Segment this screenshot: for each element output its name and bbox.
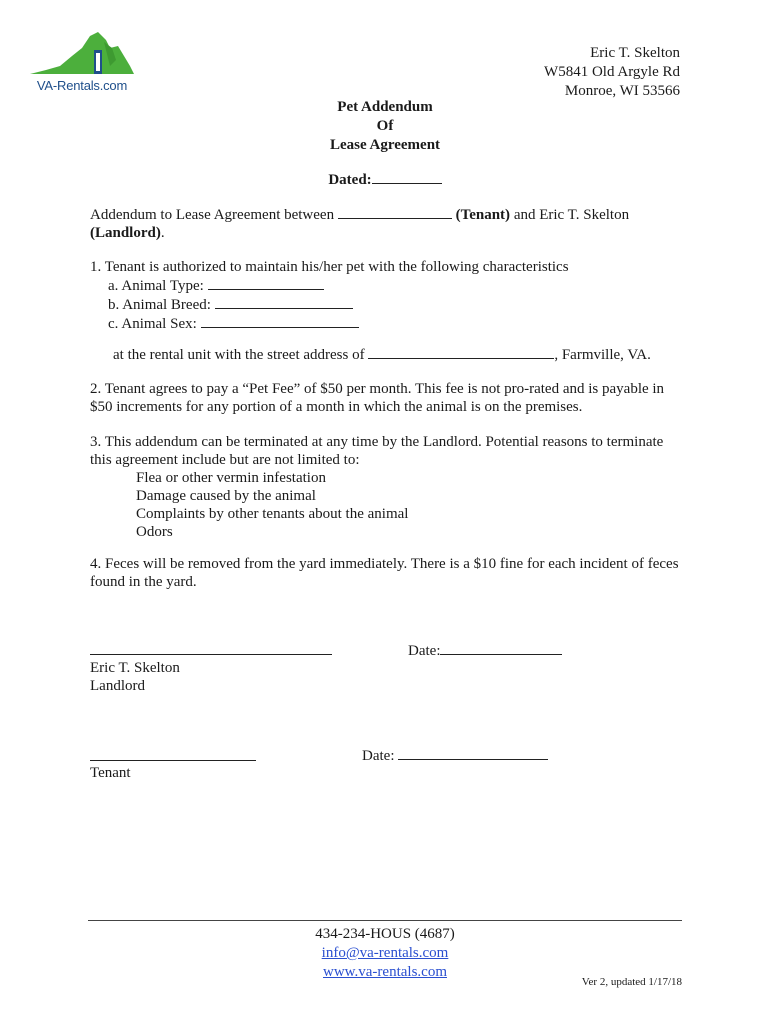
animal-sex-label: Animal Sex: xyxy=(121,316,197,332)
tenant-date-blank[interactable] xyxy=(398,746,548,760)
tenant-label: (Tenant) xyxy=(455,207,511,223)
address-city: , Farmville, VA. xyxy=(554,347,651,363)
intro-text-end: . xyxy=(160,225,165,241)
landlord-signature-line[interactable] xyxy=(90,654,332,655)
address-text: at the rental unit with the street address of xyxy=(113,347,369,363)
email-link[interactable]: info@va-rentals.com xyxy=(321,945,449,961)
tenant-date xyxy=(362,746,582,765)
address-line: Eric T. Skelton xyxy=(590,45,680,61)
list-letter: b. xyxy=(108,297,120,313)
title-line: Pet Addendum xyxy=(337,99,433,115)
reason-item: Flea or other vermin infestation xyxy=(136,470,326,486)
footer-divider xyxy=(88,920,682,921)
reasons-list xyxy=(90,469,680,541)
rental-address-line xyxy=(113,345,683,364)
reason-item: Complaints by other tenants about the animal xyxy=(136,506,409,522)
phone-number: 434-234-HOUS (4687) xyxy=(315,926,455,942)
street-address-blank[interactable] xyxy=(368,345,554,359)
intro-text: Addendum to Lease Agreement between xyxy=(90,207,338,223)
reason-item: Odors xyxy=(136,524,173,540)
item-1 xyxy=(90,258,680,333)
landlord-name: Eric T. Skelton xyxy=(90,660,180,676)
address-line: W5841 Old Argyle Rd xyxy=(544,64,680,80)
animal-sex-blank[interactable] xyxy=(201,314,359,328)
virginia-map-icon xyxy=(26,26,138,82)
reason-item: Damage caused by the animal xyxy=(136,488,316,504)
address-line: Monroe, WI 53566 xyxy=(564,83,680,99)
dated-field xyxy=(0,170,770,189)
dated-blank[interactable] xyxy=(372,170,442,184)
characteristic-c xyxy=(90,314,680,333)
item-4: 4. Feces will be removed from the yard immediately. There is a $10 fine for each incident of feces found in the yard. xyxy=(90,556,679,590)
tenant-name-blank[interactable] xyxy=(338,205,452,219)
animal-type-label: Animal Type: xyxy=(121,278,204,294)
characteristic-b xyxy=(90,295,680,314)
website-link[interactable]: www.va-rentals.com xyxy=(323,964,447,980)
item-2: 2. Tenant agrees to pay a “Pet Fee” of $50 per month. This fee is not pro-rated and is payable in $50 increments for any portion of a month in which the animal is on the premises. xyxy=(90,381,665,415)
dated-label: Dated: xyxy=(328,172,372,188)
landlord-date-blank[interactable] xyxy=(440,641,562,655)
date-label: Date: xyxy=(408,643,441,659)
va-rentals-logo xyxy=(26,26,138,98)
landlord-address xyxy=(544,44,680,101)
characteristic-a xyxy=(90,276,680,295)
version-note: Ver 2, updated 1/17/18 xyxy=(581,976,682,988)
intro-text-middle: and Eric T. Skelton xyxy=(510,207,630,223)
logo-text: VA-Rentals.com xyxy=(36,78,128,93)
intro-paragraph xyxy=(90,205,680,242)
list-letter: a. xyxy=(108,278,119,294)
item-3-text: 3. This addendum can be terminated at any time by the Landlord. Potential reasons to terminate this agreement include but are not limited to: xyxy=(90,434,664,468)
animal-type-blank[interactable] xyxy=(208,276,324,290)
animal-breed-label: Animal Breed: xyxy=(122,297,211,313)
landlord-date xyxy=(408,641,608,660)
list-letter: c. xyxy=(108,316,119,332)
tenant-signature-line[interactable] xyxy=(90,760,256,761)
landlord-role: Landlord xyxy=(90,678,145,694)
title-line: Of xyxy=(376,118,394,134)
document-title xyxy=(0,98,770,155)
title-line: Lease Agreement xyxy=(329,137,441,153)
footer-contact xyxy=(0,925,770,982)
landlord-label: (Landlord) xyxy=(90,225,161,241)
animal-breed-blank[interactable] xyxy=(215,295,353,309)
item-1-text: 1. Tenant is authorized to maintain his/her pet with the following characteristics xyxy=(90,259,569,275)
date-label: Date: xyxy=(362,748,399,764)
tenant-role: Tenant xyxy=(90,765,131,781)
item-3 xyxy=(90,433,680,541)
